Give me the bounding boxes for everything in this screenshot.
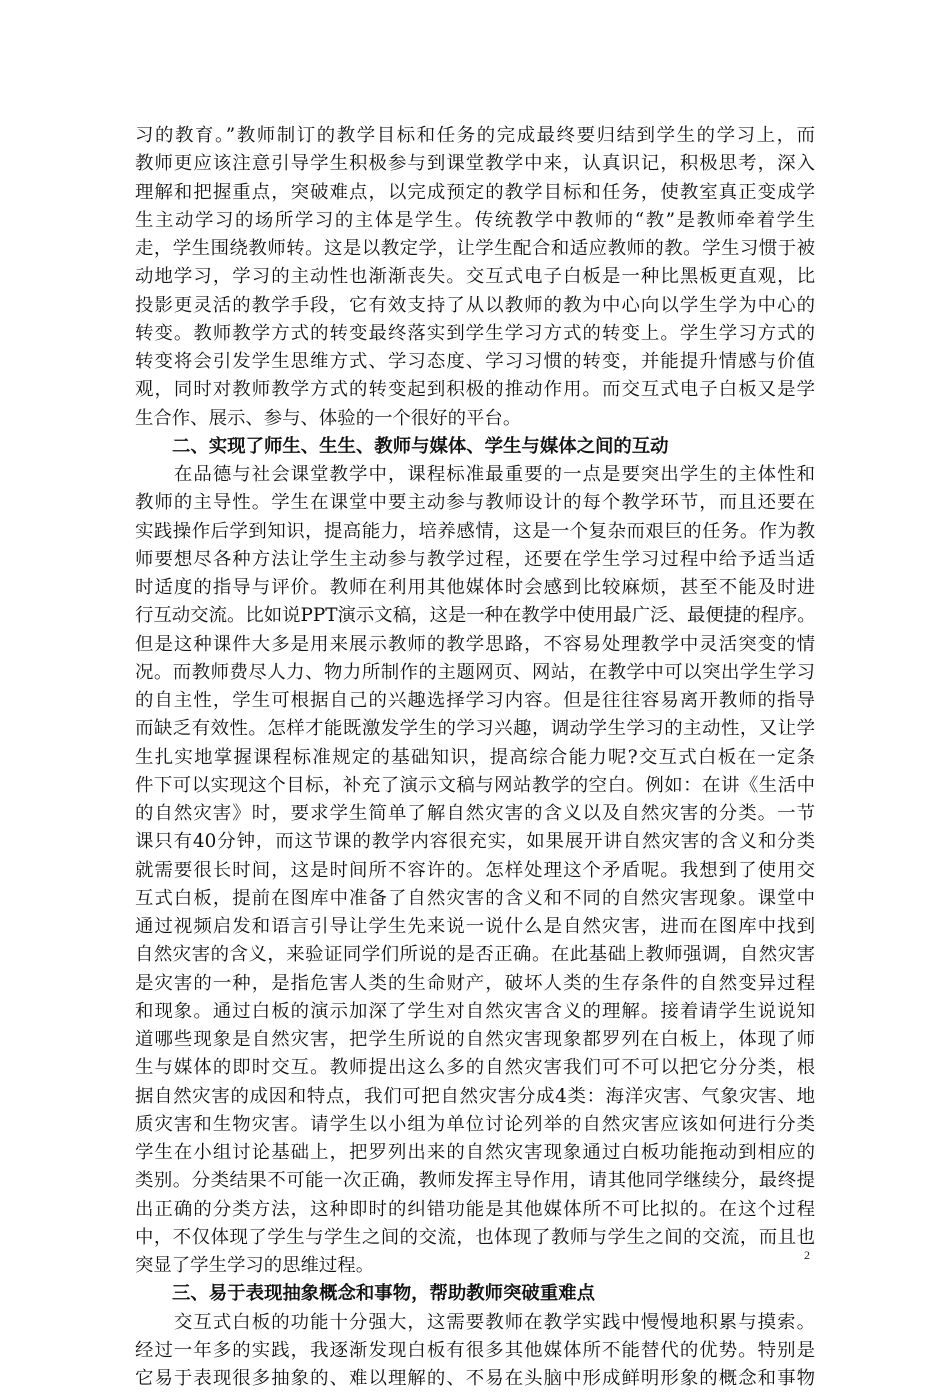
paragraph-line: 动地学习，学习的主动性也渐渐丧失。交互式电子白板是一种比黑板更直观，比 (135, 266, 815, 288)
paragraph-line: 出正确的分类方法，这种即时的纠错功能是其他媒体所不可比拟的。在这个过程 (135, 1198, 815, 1220)
paragraph-line: 是灾害的一种，是指危害人类的生命财产，破坏人类的生存条件的自然变异过程 (135, 972, 815, 994)
paragraph-line: 理解和把握重点，突破难点，以完成预定的教学目标和任务，使教室真正变成学 (135, 181, 815, 203)
paragraph-line: 道哪些现象是自然灾害，把学生所说的自然灾害现象都罗列在白板上，体现了师 (135, 1029, 815, 1050)
paragraph-line: 在品德与社会课堂教学中，课程标准最重要的一点是要突出学生的主体性和 (135, 464, 815, 485)
paragraph-line: 转变。教师教学方式的转变最终落实到学生学习方式的转变上。学生学习方式的 (135, 322, 815, 344)
paragraph-line: 师要想尽各种方法让学生主动参与教学过程，还要在学生学习过程中给予适当适 (135, 548, 815, 570)
paragraph-line: 中，不仅体现了学生与学生之间的交流，也体现了教师与学生之间的交流，而且也 (135, 1226, 815, 1248)
paragraph-line: 和现象。通过白板的演示加深了学生对自然灾害含义的理解。接着请学生说说知 (135, 1000, 815, 1022)
paragraph-line: 交互式白板的功能十分强大，这需要教师在教学实践中慢慢地积累与摸索。 (135, 1311, 815, 1333)
paragraph-line: 课只有40分钟，而这节课的教学内容很充实，如果展开讲自然灾害的含义和分类 (135, 831, 815, 853)
paragraph-line: 的自然灾害》时，要求学生简单了解自然灾害的含义以及自然灾害的分类。一节 (135, 803, 815, 824)
paragraph-line: 教师更应该注意引导学生积极参与到课堂教学中来，认真识记，积极思考，深入 (135, 153, 815, 175)
paragraph-line: 互式白板，提前在图库中准备了自然灾害的含义和不同的自然灾害现象。课堂中 (135, 887, 815, 909)
paragraph-line: 观，同时对教师教学方式的转变起到积极的推动作用。而交互式电子白板又是学 (135, 379, 815, 401)
paragraph-line: 生合作、展示、参与、体验的一个很好的平台。 (135, 407, 522, 429)
paragraph-line: 教师的主导性。学生在课堂中要主动参与教师设计的每个教学环节，而且还要在 (135, 492, 815, 514)
paragraph-line: 实践操作后学到知识，提高能力，培养感情，这是一个复杂而艰巨的任务。作为教 (135, 520, 815, 542)
paragraph-line: 类别。分类结果不可能一次正确，教师发挥主导作用，请其他同学继续分，最终提 (135, 1170, 815, 1192)
paragraph-line: 的自主性，学生可根据自己的兴趣选择学习内容。但是往往容易离开教师的指导 (135, 690, 815, 711)
paragraph-line: 走，学生围绕教师转。这是以教定学，让学生配合和适应教师的教。学生习惯于被 (135, 238, 815, 259)
paragraph-line: 自然灾害的含义，来验证同学们所说的是否正确。在此基础上教师强调，自然灾害 (135, 944, 815, 966)
paragraph-line: 生主动学习的场所学习的主体是学生。传统教学中教师的“教”是教师牵着学生 (135, 209, 815, 231)
paragraph-line: 习的教育。”教师制订的教学目标和任务的完成最终要归结到学生的学习上，而 (135, 125, 815, 146)
section-heading: 三、易于表现抽象概念和事物，帮助教师突破重难点 (172, 1283, 595, 1305)
paragraph-line: 时适度的指导与评价。教师在利用其他媒体时会感到比较麻烦，甚至不能及时进 (135, 577, 815, 598)
paragraph-line: 生与媒体的即时交互。教师提出这么多的自然灾害我们可不可以把它分分类，根 (135, 1057, 815, 1079)
page-number: 2 (804, 1248, 810, 1262)
paragraph-line: 通过视频启发和语言引导让学生先来说一说什么是自然灾害，进而在图库中找到 (135, 916, 815, 937)
paragraph-line: 学生在小组讨论基础上，把罗列出来的自然灾害现象通过白板功能拖动到相应的 (135, 1142, 815, 1163)
paragraph-line: 生扎实地掌握课程标准规定的基础知识，提高综合能力呢?交互式白板在一定条 (135, 746, 815, 768)
paragraph-line: 就需要很长时间，这是时间所不容许的。怎样处理这个矛盾呢。我想到了使用交 (135, 859, 815, 881)
paragraph-line: 突显了学生学习的思维过程。 (135, 1255, 375, 1276)
paragraph-line: 而缺乏有效性。怎样才能既激发学生的学习兴趣，调动学生学习的主动性，又让学 (135, 718, 815, 740)
paragraph-line: 行互动交流。比如说PPT演示文稿，这是一种在教学中使用最广泛、最便捷的程序。 (135, 605, 816, 627)
paragraph-line: 但是这种课件大多是用来展示教师的教学思路，不容易处理教学中灵活突变的情 (135, 633, 815, 655)
paragraph-line: 件下可以实现这个目标，补充了演示文稿与网站教学的空白。例如：在讲《生活中 (135, 774, 815, 796)
paragraph-line: 况。而教师费尽人力、物力所制作的主题网页、网站，在教学中可以突出学生学习 (135, 661, 815, 683)
paragraph-line: 据自然灾害的成因和特点，我们可把自然灾害分成4类：海洋灾害、气象灾害、地 (135, 1085, 815, 1107)
paragraph-line: 质灾害和生物灾害。请学生以小组为单位讨论列举的自然灾害应该如何进行分类 (135, 1113, 815, 1135)
paragraph-line: 转变将会引发学生思维方式、学习态度、学习习惯的转变，并能提升情感与价值 (135, 351, 815, 372)
paragraph-line: 投影更灵活的教学手段，它有效支持了从以教师的教为中心向以学生学为中心的 (135, 294, 815, 316)
section-heading: 二、实现了师生、生生、教师与媒体、学生与媒体之间的互动 (172, 435, 669, 457)
document-body (135, 122, 815, 1393)
paragraph-line: 经过一年多的实践，我逐渐发现白板有很多其他媒体所不能替代的优势。特别是 (135, 1339, 815, 1361)
paragraph-line: 它易于表现很多抽象的、难以理解的、不易在头脑中形成鲜明形象的概念和事物 (135, 1368, 815, 1389)
